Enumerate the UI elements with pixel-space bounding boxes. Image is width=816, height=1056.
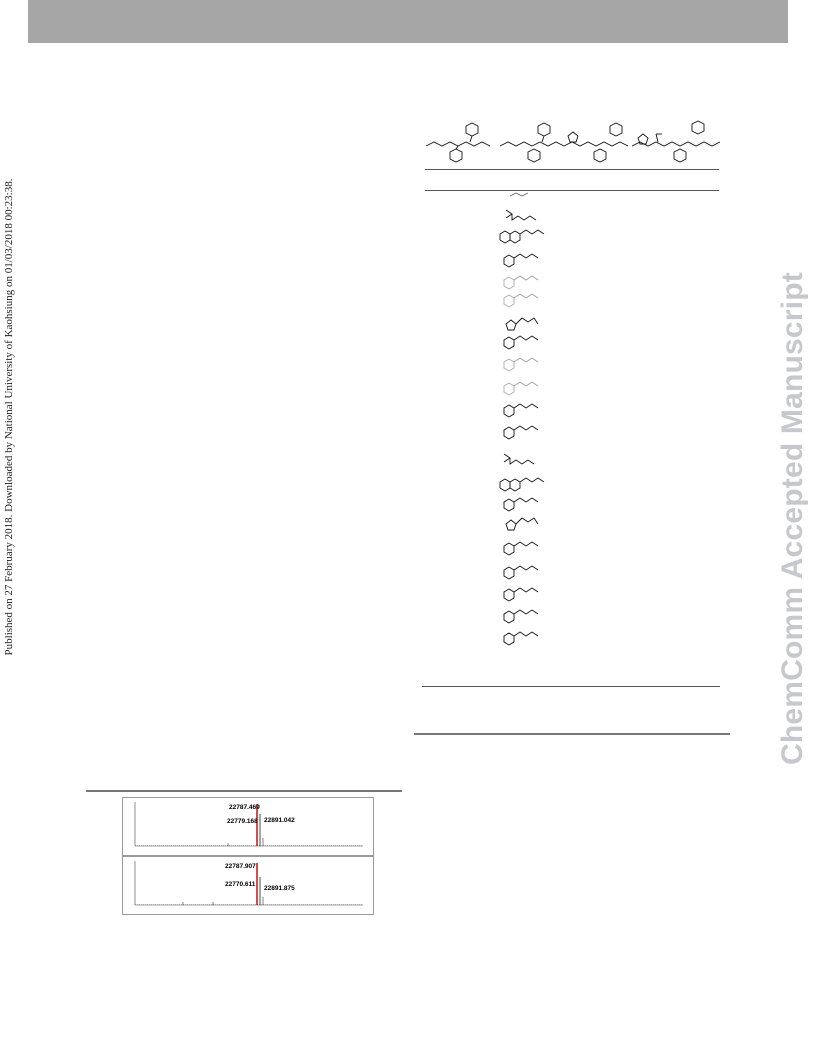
- table-top-rule: [425, 169, 719, 170]
- substrate-structure-column: [496, 190, 556, 660]
- accepted-manuscript-watermark: ChemComm Accepted Manuscript: [776, 272, 809, 765]
- peak-label-left: 22770.611: [225, 881, 256, 888]
- spectra-top-rule: [86, 790, 402, 792]
- publication-side-note: Published on 27 February 2018. Downloaded by National University of Kaohsiung on 01/03/2018 00:23:38.: [3, 178, 15, 656]
- peak-label-major: 22787.469: [229, 804, 260, 811]
- mass-spectrum-bottom: [122, 856, 374, 915]
- peak-label-major: 22787.907: [225, 863, 256, 870]
- peak-label-right: 22891.875: [264, 885, 295, 892]
- table-bottom-rule: [422, 686, 720, 687]
- peak-label-left: 22779.168: [227, 818, 258, 825]
- peptide-scheme-header: [418, 116, 728, 172]
- mass-spectrum-top: [122, 797, 374, 856]
- journal-header-bar: [28, 0, 788, 43]
- peak-label-right: 22891.042: [264, 817, 295, 824]
- table-header-rule: [425, 190, 719, 191]
- page-section-rule: [414, 733, 730, 735]
